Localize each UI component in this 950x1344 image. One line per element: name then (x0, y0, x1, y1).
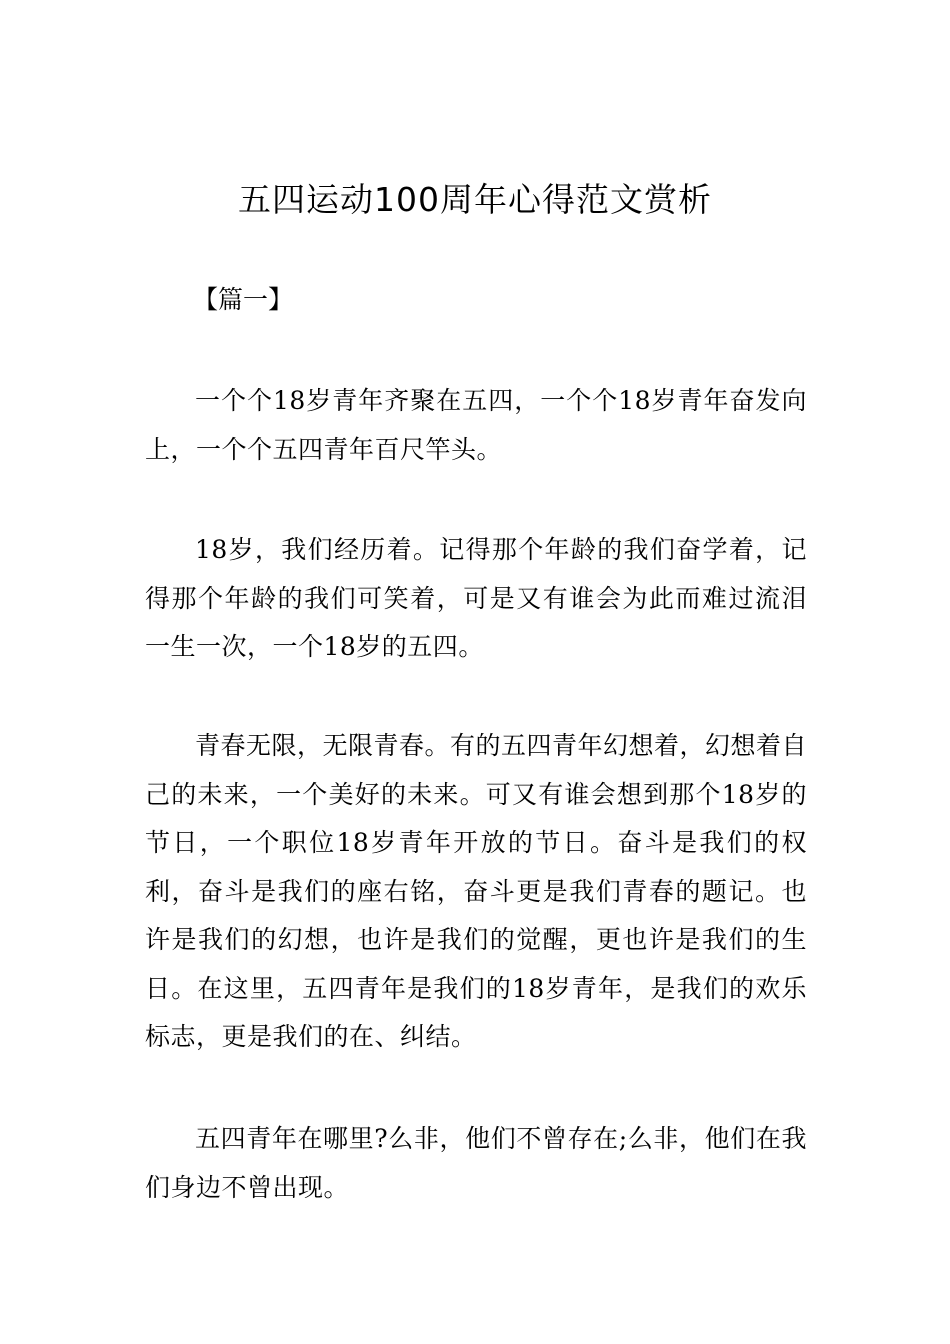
paragraph-2: 18岁，我们经历着。记得那个年龄的我们奋学着，记得那个年龄的我们可笑着，可是又有谁会为此而难过流泪一生一次，一个18岁的五四。 (145, 535, 807, 661)
paragraph-3: 青春无限，无限青春。有的五四青年幻想着，幻想着自己的未来，一个美好的未来。可又有谁会想到那个18岁的节日，一个职位18岁青年开放的节日。奋斗是我们的权利，奋斗是我们的座右铭，奋斗更是我们青春的题记。也许是我们的幻想，也许是我们的觉醒，更也许是我们的生日。在这里，五四青年是我们的18岁青年，是我们的欢乐标志，更是我们的在、纠结。 (145, 731, 808, 1051)
paragraph-4: 五四青年在哪里?么非，他们不曾存在;么非，他们在我们身边不曾出现。 (145, 1124, 807, 1202)
paragraph-1: 一个个18岁青年齐聚在五四，一个个18岁青年奋发向上，一个个五四青年百尺竿头。 (145, 386, 807, 464)
document-title: 五四运动100周年心得范文赏析 (238, 180, 712, 219)
section-label: 【篇一】 (193, 285, 294, 314)
